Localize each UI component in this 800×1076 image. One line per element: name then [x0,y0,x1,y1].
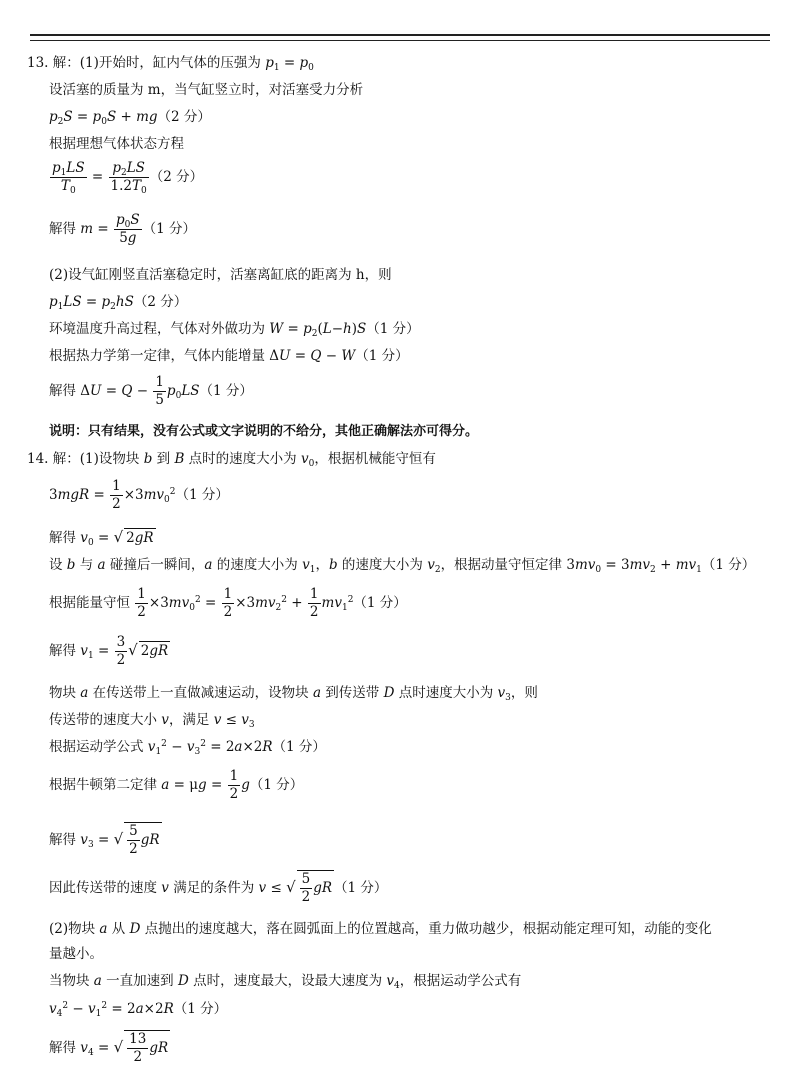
q14-v4-kinematics: $v_4^2 - v_1^2 = 2a\times 2R(1$ 分） [49,1001,228,1019]
q13-scoring-note: 说明：只有结果，没有公式或文字说明的不给分，其他正确解法亦可得分。 [49,424,479,439]
q14-belt-condition-result: 因此传送带的速度 v 满足的条件为 v ≤ √ $\frac{5}{2}$ gR （1 分） [49,871,388,905]
q13-part1-intro: 13. 解：(1)开始时，缸内气体的压强为 $p_1 = p_0$ [27,55,314,73]
q13-gas-law-eq: $\frac{p_1LS}{T_0}$ = $\frac{p_2LS}{1.2T_0}$ （2 分） [52,160,204,196]
q14-momentum-eq: 设 b 与 a 碰撞后一瞬间，a 的速度大小为 $v_1$，b 的速度大小为 $v_2$，根据动量守恒定律 $3mv_0 = 3mv_2 + mv_1(1$ 分） [49,557,756,575]
q14-v4-result: 解得 $v_4$ = √ $\frac{13}{2}$ gR [49,1031,169,1065]
header-rule-thick [30,34,770,36]
q14-energy-conservation: 根据能量守恒 $\frac{1}{2}$ $\times 3mv_0^2$ = $\frac{1}{2}$ $\times 3mv_2^2$ + $\frac{1}{2}$ $mv_1^2(1$ 分） [49,586,407,620]
q14-v0-result: 解得 $v_0$ = √ 2gR [49,528,154,548]
q14-max-speed-setup: 当物块 a 一直加速到 D 点时，速度最大，设最大速度为 $v_4$，根据运动学公式有 [49,973,522,991]
q13-first-law: 根据热力学第一定律，气体内能增量 ΔU = Q − W（1 分） [49,348,409,364]
q14-newton-second-law: 根据牛顿第二定律 a = μg = $\frac{1}{2}$ g（1 分） [49,768,304,802]
q14-part2-reasoning: (2)物块 a 从 D 点抛出的速度越大，落在圆弧面上的位置越高，重力做功越少，根据动能定理可知，动能的变化 [49,921,712,937]
q13-part2-intro: (2)设气缸刚竖直活塞稳定时，活塞离缸底的距离为 h，则 [49,267,392,283]
q14-v3-result: 解得 $v_3$ = √ $\frac{5}{2}$ gR [49,823,160,857]
q13-internal-energy-result: 解得 ΔU = Q − $\frac{1}{5}$ $p_0LS(1$ 分） [49,374,253,408]
q13-work-eq: 环境温度升高过程，气体对外做功为 $W = p_2(L-h)S(1$ 分） [49,321,420,339]
q13-gas-law-label: 根据理想气体状态方程 [49,136,184,152]
q14-deceleration-setup: 物块 a 在传送带上一直做减速运动，设物块 a 到传送带 D 点时速度大小为 $v_3$，则 [49,685,538,703]
q14-kinematics-eq: 根据运动学公式 $v_1^2 - v_3^2 = 2a\times 2R(1$ 分） [49,739,326,757]
header-rule-thin [30,40,770,41]
q14-belt-speed-condition: 传送带的速度大小 v，满足 $v \le v_3$ [49,712,255,730]
q13-isothermal-eq: $p_1LS = p_2hS(2$ 分） [49,294,188,312]
q13-mass-result: 解得 m = $\frac{p_0S}{5g}$ （1 分） [49,212,197,246]
q13-force-eq: $p_2S = p_0S + mg(2$ 分） [49,109,211,127]
q14-part1-intro: 14. 解：(1)设物块 b 到 B 点时的速度大小为 $v_0$，根据机械能守恒有 [27,451,436,469]
q14-v1-result: 解得 $v_1$ = $\frac{3}{2}$ √ 2gR [49,634,169,668]
q14-energy-eq: 3mgR = $\frac{1}{2}$ $\times 3mv_0^2(1$ 分） [49,478,229,512]
q14-part2-reasoning-cont: 量越小。 [49,946,103,962]
q13-mass-setup: 设活塞的质量为 m，当气缸竖立时，对活塞受力分析 [49,82,364,98]
